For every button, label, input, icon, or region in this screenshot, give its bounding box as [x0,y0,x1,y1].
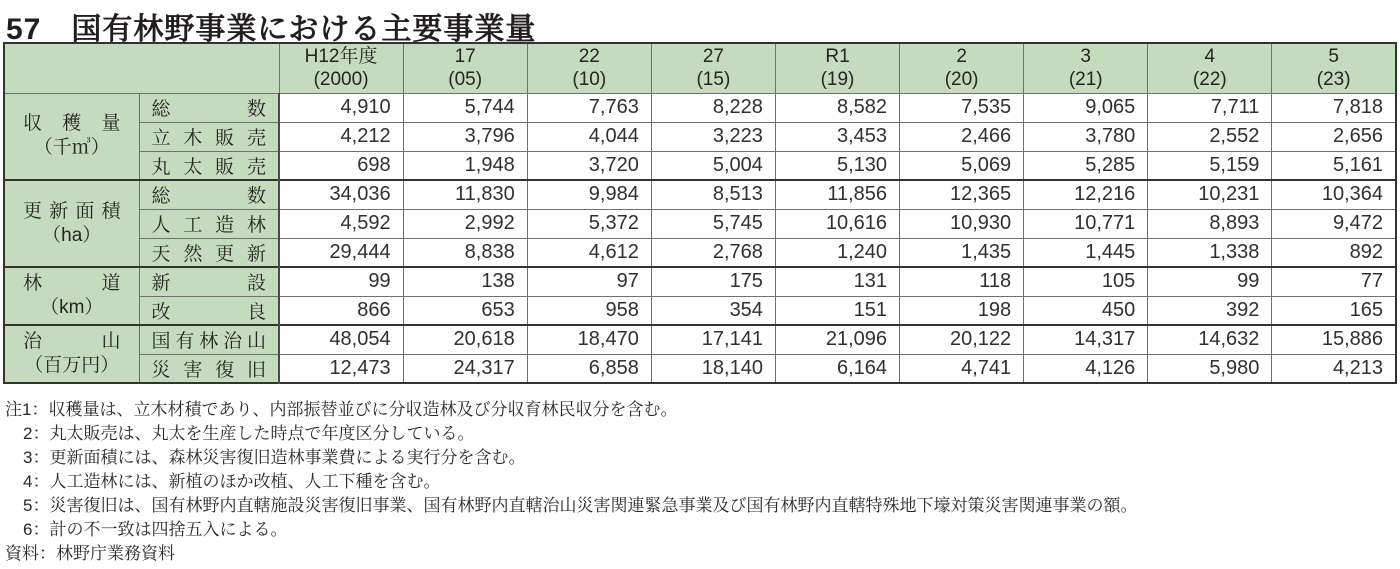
data-cell: 99 [1148,267,1272,296]
data-cell: 77 [1272,267,1396,296]
footnote-text: 丸太販売は、丸太を生産した時点で年度区分している。 [49,424,475,443]
table-row [4,354,1396,383]
year-column-header [527,43,651,93]
group-unit: （km） [40,297,104,318]
data-cell: 138 [403,267,527,296]
data-cell: 392 [1148,296,1272,325]
table-row [4,180,1396,209]
year-western-label: (19) [820,69,855,91]
data-cell: 10,930 [900,209,1024,238]
data-cell: 8,838 [403,238,527,267]
data-cell: 11,830 [403,180,527,209]
data-cell: 165 [1272,296,1396,325]
row-label: 新設 [139,267,279,296]
data-cell: 1,338 [1148,238,1272,267]
data-cell: 5,372 [527,209,651,238]
year-western-label: (21) [1068,69,1103,91]
data-cell: 198 [900,296,1024,325]
data-cell: 5,161 [1272,151,1396,180]
year-era-label: 5 [1328,46,1339,68]
data-cell: 34,036 [279,180,403,209]
source-text: 林野庁業務資料 [56,544,175,563]
year-column-header [900,43,1024,93]
row-group-header [4,325,139,383]
data-cell: 4,126 [1024,354,1148,383]
data-cell: 892 [1272,238,1396,267]
data-cell: 8,582 [775,93,899,122]
group-unit: （ha） [42,224,102,246]
data-cell: 20,618 [403,325,527,354]
data-cell: 450 [1024,296,1148,325]
data-cell: 4,910 [279,93,403,122]
data-cell: 7,818 [1272,93,1396,122]
data-cell: 21,096 [775,325,899,354]
row-label: 総数 [139,93,279,122]
group-label: 治山 [23,331,121,352]
data-cell: 10,231 [1148,180,1272,209]
table-row [4,325,1396,354]
data-cell: 5,159 [1148,151,1272,180]
table-row [4,151,1396,180]
page-title [0,0,1400,46]
year-column-header [403,43,527,93]
footnote [5,422,1400,446]
footnote-id: 2： [23,424,50,443]
footnote [5,518,1400,542]
year-era-label: 27 [702,46,724,68]
footnote-text: 人工造林には、新植のほか改植、人工下種を含む。 [49,472,441,491]
table-row [4,238,1396,267]
data-cell: 4,741 [900,354,1024,383]
footnote-text: 計の不一致は四捨五入による。 [49,520,288,539]
data-cell: 9,984 [527,180,651,209]
row-label: 改良 [139,296,279,325]
data-cell: 354 [651,296,775,325]
row-group-header [4,267,139,325]
row-label: 立木販売 [139,122,279,151]
year-era-label: 3 [1080,46,1091,68]
data-cell: 4,612 [527,238,651,267]
data-cell: 8,228 [651,93,775,122]
data-cell: 5,069 [900,151,1024,180]
data-cell: 3,720 [527,151,651,180]
data-cell: 7,535 [900,93,1024,122]
header-row [4,43,1396,93]
data-cell: 3,780 [1024,122,1148,151]
corner-cell [4,43,279,93]
table-row [4,296,1396,325]
footnote-id: 5： [23,496,50,515]
year-western-label: (15) [696,69,731,91]
footnote-id: 注1： [5,400,49,419]
data-cell: 9,065 [1024,93,1148,122]
data-cell: 2,992 [403,209,527,238]
row-label: 国有林治山 [139,325,279,354]
footnote-text: 収穫量は、立木材積であり、内部振替並びに分収造林及び分収育林民収分を含む。 [48,400,678,419]
data-cell: 118 [900,267,1024,296]
data-cell: 5,285 [1024,151,1148,180]
row-group-header [4,180,139,267]
year-era-label: 4 [1204,46,1216,68]
year-column-header [651,43,775,93]
table-row [4,267,1396,296]
footnote-id: 4： [23,472,50,491]
data-cell: 18,470 [527,325,651,354]
year-era-label: 2 [956,46,967,68]
year-western-label: (23) [1316,69,1351,91]
data-cell: 4,212 [279,122,403,151]
data-cell: 4,592 [279,209,403,238]
year-era-label: R1 [825,46,850,68]
row-label: 人工造林 [139,209,279,238]
data-cell: 2,552 [1148,122,1272,151]
data-cell: 2,768 [651,238,775,267]
year-western-label: (2000) [313,69,369,91]
data-cell: 7,763 [527,93,651,122]
data-cell: 24,317 [403,354,527,383]
group-label: 林道 [23,273,121,294]
data-cell: 3,796 [403,122,527,151]
data-cell: 14,632 [1148,325,1272,354]
data-cell: 105 [1024,267,1148,296]
footnote [5,446,1400,470]
group-label: 更新面積 [23,200,121,222]
data-cell: 6,164 [775,354,899,383]
title-text: 国有林野事業における主要事業量 [71,13,537,46]
data-cell: 5,744 [403,93,527,122]
footnotes [5,398,1400,566]
year-western-label: (05) [448,69,483,91]
data-cell: 12,216 [1024,180,1148,209]
footnote [5,494,1400,518]
stats-table [3,42,1397,384]
row-label: 災害復旧 [139,354,279,383]
data-cell: 698 [279,151,403,180]
footnote-text: 災害復旧は、国有林野内直轄施設災害復旧事業、国有林野内直轄治山災害関連緊急事業及び国有林野内直轄特殊地下壕対策災害関連事業の額。 [49,496,1138,515]
data-cell: 4,044 [527,122,651,151]
data-cell: 1,435 [900,238,1024,267]
footnote [5,398,1400,422]
group-unit: （百万円） [24,355,120,376]
data-cell: 3,453 [775,122,899,151]
data-cell: 12,365 [900,180,1024,209]
row-label: 天然更新 [139,238,279,267]
footnote-text: 更新面積には、森林災害復旧造林事業費による実行分を含む。 [49,448,526,467]
table-row [4,93,1396,122]
row-group-header [4,93,139,180]
data-cell: 18,140 [651,354,775,383]
year-western-label: (20) [944,69,979,91]
data-cell: 48,054 [279,325,403,354]
group-label: 収穫量 [23,113,121,135]
row-label: 総数 [139,180,279,209]
data-cell: 11,856 [775,180,899,209]
data-cell: 1,445 [1024,238,1148,267]
year-column-header [1272,43,1396,93]
source-label: 資料： [5,544,56,563]
year-era-label: H12年度 [304,46,378,68]
data-cell: 151 [775,296,899,325]
data-cell: 5,004 [651,151,775,180]
data-cell: 8,893 [1148,209,1272,238]
table-row [4,209,1396,238]
data-cell: 29,444 [279,238,403,267]
data-cell: 1,240 [775,238,899,267]
data-cell: 1,948 [403,151,527,180]
data-cell: 2,466 [900,122,1024,151]
table-row [4,122,1396,151]
data-cell: 131 [775,267,899,296]
data-cell: 5,745 [651,209,775,238]
data-cell: 10,364 [1272,180,1396,209]
year-western-label: (10) [572,69,607,91]
row-label: 丸太販売 [139,151,279,180]
data-cell: 6,858 [527,354,651,383]
data-cell: 3,223 [651,122,775,151]
data-cell: 9,472 [1272,209,1396,238]
data-cell: 99 [279,267,403,296]
footnote-id: 6： [23,520,50,539]
data-cell: 8,513 [651,180,775,209]
year-column-header [775,43,899,93]
data-cell: 14,317 [1024,325,1148,354]
data-cell: 97 [527,267,651,296]
data-cell: 5,130 [775,151,899,180]
data-cell: 4,213 [1272,354,1396,383]
data-cell: 10,771 [1024,209,1148,238]
year-era-label: 22 [578,46,600,68]
group-unit: （千㎥） [33,137,110,159]
footnote [5,470,1400,494]
data-cell: 20,122 [900,325,1024,354]
data-cell: 12,473 [279,354,403,383]
year-column-header [1148,43,1272,93]
data-cell: 10,616 [775,209,899,238]
year-era-label: 17 [454,46,476,68]
footnote-id: 3： [23,448,50,467]
source-note [5,542,1400,566]
year-column-header [279,43,403,93]
data-cell: 175 [651,267,775,296]
data-cell: 653 [403,296,527,325]
year-column-header [1024,43,1148,93]
data-cell: 7,711 [1148,93,1272,122]
data-cell: 17,141 [651,325,775,354]
data-cell: 958 [527,296,651,325]
data-cell: 15,886 [1272,325,1396,354]
title-number: 57 [6,13,42,46]
data-cell: 5,980 [1148,354,1272,383]
year-western-label: (22) [1192,69,1227,91]
data-cell: 2,656 [1272,122,1396,151]
data-cell: 866 [279,296,403,325]
